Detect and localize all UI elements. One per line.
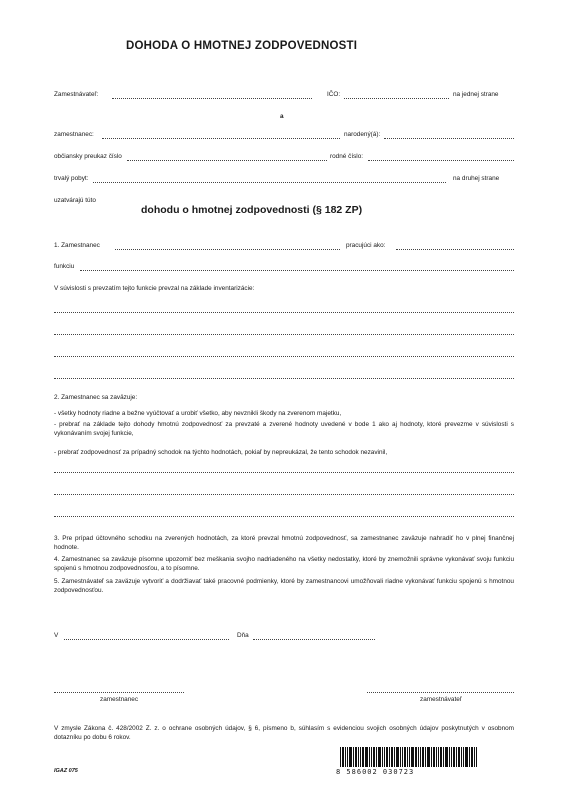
s1-employee-label: 1. Zamestnanec — [54, 242, 100, 249]
employee-field[interactable] — [102, 138, 340, 139]
s2-title: 2. Zamestnanec sa zaväzuje: — [54, 394, 138, 401]
employer-field[interactable] — [112, 98, 312, 99]
s2-line-2[interactable] — [54, 494, 514, 495]
place-field[interactable] — [64, 639, 229, 640]
id-card-label: občiansky preukaz číslo — [54, 153, 122, 160]
barcode — [340, 747, 516, 767]
inventory-line-4[interactable] — [54, 378, 514, 379]
s2-bullet-3: - prebrať zodpovednosť za prípadný schodok na týchto hodnotách, pokiaľ by nepreukázal, že tento schodok nezavinil, — [54, 449, 388, 456]
id-card-field[interactable] — [127, 160, 327, 161]
s1-works-as-label: pracujúci ako: — [346, 242, 386, 249]
birth-number-field[interactable] — [368, 160, 514, 161]
employer-label: Zamestnávateľ: — [54, 91, 99, 98]
agreement-subtitle: dohodu o hmotnej zodpovednosti (§ 182 ZP) — [141, 204, 363, 216]
residence-field[interactable] — [93, 182, 446, 183]
section-5: 5. Zamestnávateľ sa zaväzuje vytvoriť a dodržiavať také pracovné podmienky, ktoré by zamestnancovi umožňovali riadne vykonávať funkciu spojenú s hmotnou zodpovednosťou. — [54, 578, 514, 594]
ico-field[interactable] — [344, 98, 449, 99]
inventory-line-3[interactable] — [54, 356, 514, 357]
employee-label: zamestnanec: — [54, 131, 94, 138]
form-code: IGAZ 075 — [54, 768, 78, 774]
employer-signature-label: zamestnávateľ — [420, 696, 462, 703]
birth-date-field[interactable] — [384, 138, 514, 139]
s1-employee-field[interactable] — [115, 249, 340, 250]
date-label: Dňa — [237, 632, 249, 639]
residence-label: trvalý pobyt: — [54, 175, 89, 182]
date-field[interactable] — [253, 639, 375, 640]
conclude-text: uzatvárajú túto — [54, 197, 96, 204]
inventory-line-2[interactable] — [54, 334, 514, 335]
other-side-text: na druhej strane — [453, 175, 500, 182]
barcode-number: 8 586002 030723 — [336, 768, 415, 776]
gdpr-note: V zmysle Zákona č. 428/2002 Z. z. o ochrane osobných údajov, § 6, písmeno b, súhlasím s evidenciou svojich osobných údajov poskytnutých v osobnom dotazníku po dobu 6 rokov. — [54, 725, 514, 741]
and-text: a — [280, 113, 284, 120]
place-label: V — [54, 632, 59, 639]
employee-signature-label: zamestnanec — [100, 696, 139, 703]
section-3: 3. Pre prípad účtovného schodku na zverených hodnotách, za ktoré prevzal hmotnú zodpovednosť, sa zamestnanec zaväzuje nahradiť ho v plnej finančnej hodnote. — [54, 535, 514, 551]
ico-label: IČO: — [327, 91, 341, 98]
s2-line-1[interactable] — [54, 472, 514, 473]
s1-function-label: funkciu — [54, 263, 75, 270]
s2-bullet-1: - všetky hodnoty riadne a bežne vyúčtovať a urobiť všetko, aby nevznikli škody na zverenom majetku, — [54, 410, 342, 417]
s1-function-field[interactable] — [80, 270, 514, 271]
one-side-text: na jednej strane — [453, 91, 499, 98]
birth-number-label: rodné číslo: — [330, 153, 364, 160]
s2-line-3[interactable] — [54, 516, 514, 517]
s2-bullet-2: - prebrať na základe tejto dohody hmotnú zodpovednosť za prevzaté a zverené hodnoty uvedené v bode 1 ako aj hodnoty, ktoré prevezme v súvislosti s vykonávaním svojej funkcie, — [54, 421, 514, 437]
s1-works-as-field[interactable] — [396, 249, 514, 250]
inventory-line-1[interactable] — [54, 312, 514, 313]
s1-inventory-text: V súvislosti s prevzatím tejto funkcie prevzal na základe inventarizácie: — [54, 285, 255, 292]
employee-signature-line[interactable] — [54, 692, 184, 693]
page-title: DOHODA O HMOTNEJ ZODPOVEDNOSTI — [126, 40, 358, 52]
birth-date-label: narodený(á): — [344, 131, 381, 138]
employer-signature-line[interactable] — [367, 692, 514, 693]
section-4: 4. Zamestnanec sa zaväzuje písomne upozorniť bez meškania svojho nadriadeného na všetky nedostatky, ktoré by znemožnili správne vykonávať svoju funkciu spojenú s hmotnou zodpovednosťou, a to písomne. — [54, 556, 514, 572]
